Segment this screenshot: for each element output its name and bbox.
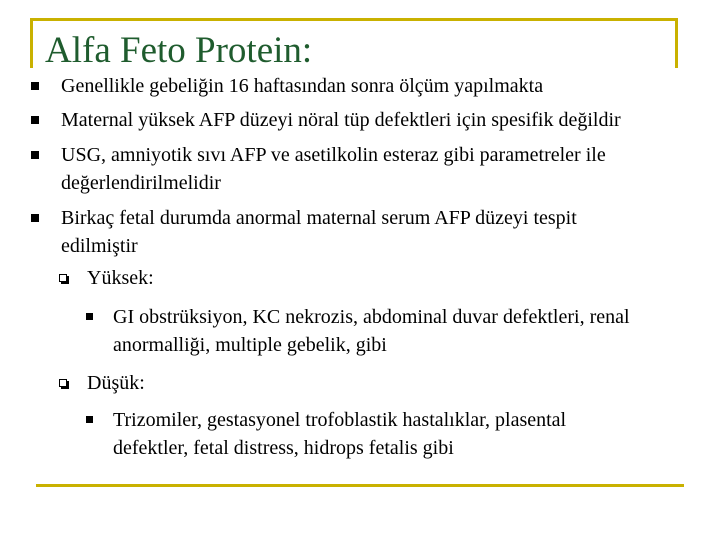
sub-bullet-item (87, 369, 687, 397)
square-bullet-icon (31, 214, 39, 222)
bullet-text: Genellikle gebeliğin 16 haftasından sonra ölçüm yapılmakta (61, 75, 544, 97)
hollow-square-bullet-icon (59, 274, 67, 282)
detail-bullet-item (113, 406, 633, 462)
top-rule (30, 18, 678, 21)
detail-text: Trizomiler, gestasyonel trofoblastik hastalıklar, plasental defektler, fetal distress, hidrops fetalis gibi (113, 409, 567, 459)
detail-bullet-item (113, 303, 688, 359)
bullet-item (61, 141, 651, 197)
bullet-item (61, 204, 641, 260)
right-rule (675, 18, 678, 68)
bullet-item (61, 106, 701, 134)
sub-bullet-label: Yüksek: (87, 267, 154, 289)
detail-text: GI obstrüksiyon, KC nekrozis, abdominal duvar defektleri, renal anormalliği, multiple gebelik, gibi (113, 306, 630, 356)
square-bullet-icon (86, 416, 93, 423)
slide-title: Alfa Feto Protein: (45, 30, 313, 71)
square-bullet-icon (31, 116, 39, 124)
square-bullet-icon (86, 313, 93, 320)
left-rule (30, 18, 33, 68)
square-bullet-icon (31, 151, 39, 159)
bullet-text: USG, amniyotik sıvı AFP ve asetilkolin esteraz gibi parametreler ile değerlendirilmelidir (61, 144, 606, 194)
bullet-text: Birkaç fetal durumda anormal maternal serum AFP düzeyi tespit edilmiştir (61, 207, 577, 257)
square-bullet-icon (31, 82, 39, 90)
bullet-text: Maternal yüksek AFP düzeyi nöral tüp defektleri için spesifik değildir (61, 109, 621, 131)
sub-bullet-item (87, 264, 687, 292)
sub-bullet-label: Düşük: (87, 372, 145, 394)
hollow-square-bullet-icon (59, 379, 67, 387)
bottom-rule (36, 484, 684, 487)
bullet-item (61, 72, 701, 100)
